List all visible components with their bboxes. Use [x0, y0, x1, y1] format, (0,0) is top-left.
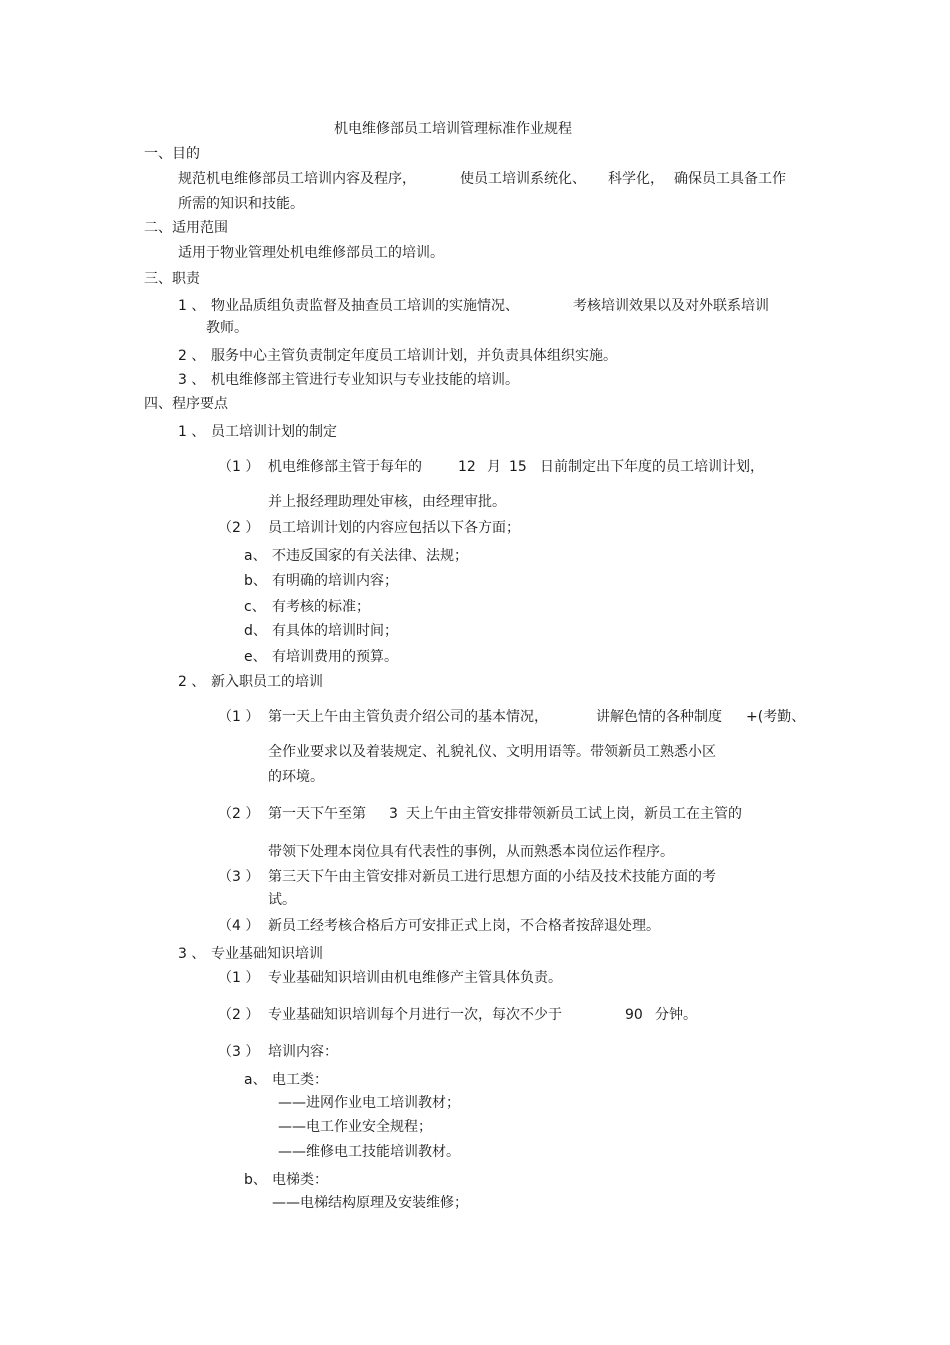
text-line: 第一天下午至第	[268, 806, 366, 822]
item-number: 1 、	[178, 298, 206, 314]
item-number: （4 ）	[218, 918, 260, 934]
text-line: 科学化，	[608, 171, 664, 187]
section-heading: 四、程序要点	[144, 396, 228, 412]
item-number: 1 、	[178, 424, 206, 440]
text-line: 新员工经考核合格后方可安排正式上岗，不合格者按辞退处理。	[268, 918, 660, 934]
list-marker: a、	[244, 548, 267, 564]
text-line: 90	[625, 1007, 643, 1023]
text-line: 的环境。	[268, 769, 324, 785]
section-heading: 二、适用范围	[144, 220, 228, 236]
item-number: （1 ）	[218, 970, 260, 986]
list-marker: a、	[244, 1072, 267, 1088]
text-line: +(考勤、	[746, 709, 806, 725]
item-number: （3 ）	[218, 1044, 260, 1060]
text-line: 全作业要求以及着装规定、礼貌礼仪、文明用语等。带领新员工熟悉小区	[268, 744, 716, 760]
item-number: （2 ）	[218, 1007, 260, 1023]
item-number: 2 、	[178, 674, 206, 690]
item-number: （2 ）	[218, 520, 260, 536]
list-item: 电梯类：	[272, 1172, 328, 1188]
list-item: ——维修电工技能培训教材。	[278, 1144, 460, 1160]
text-line: 培训内容：	[268, 1044, 338, 1060]
item-number: （2 ）	[218, 806, 260, 822]
text-line: 考核培训效果以及对外联系培训	[573, 298, 769, 314]
list-marker: b、	[244, 1172, 267, 1188]
section-heading: 三、职责	[144, 271, 200, 287]
list-marker: d、	[244, 623, 267, 639]
text-line: 确保员工具备工作	[674, 171, 786, 187]
text-line: 规范机电维修部员工培训内容及程序，	[178, 171, 416, 187]
text-line: 服务中心主管负责制定年度员工培训计划，并负责具体组织实施。	[211, 348, 617, 364]
text-line: 使员工培训系统化、	[460, 171, 586, 187]
list-marker: b、	[244, 573, 267, 589]
text-line: 试。	[268, 892, 296, 908]
text-line: 日前制定出下年度的员工培训计划，	[540, 459, 764, 475]
list-marker: c、	[244, 599, 266, 615]
list-marker: e、	[244, 649, 267, 665]
text-line: 所需的知识和技能。	[178, 196, 304, 212]
text-line: 3	[389, 806, 398, 822]
item-number: 3 、	[178, 372, 206, 388]
text-line: 机电维修部主管于每年的	[268, 459, 422, 475]
text-line: 带领下处理本岗位具有代表性的事例，从而熟悉本岗位运作程序。	[268, 844, 674, 860]
text-line: 机电维修部主管进行专业知识与专业技能的培训。	[211, 372, 519, 388]
text-line: 专业基础知识培训每个月进行一次，每次不少于	[268, 1007, 562, 1023]
list-item: 有培训费用的预算。	[272, 649, 398, 665]
item-number: 3 、	[178, 946, 206, 962]
text-line: 适用于物业管理处机电维修部员工的培训。	[178, 245, 444, 261]
list-item: ——进网作业电工培训教材；	[278, 1095, 460, 1111]
section-heading: 一、目的	[144, 146, 200, 162]
item-number: （1 ）	[218, 709, 260, 725]
text-line: 物业品质组负责监督及抽查员工培训的实施情况、	[211, 298, 519, 314]
text-line: 12	[458, 459, 476, 475]
subsection-title: 新入职员工的培训	[211, 674, 323, 690]
list-item: ——电梯结构原理及安装维修；	[272, 1195, 468, 1211]
item-number: 2 、	[178, 348, 206, 364]
text-line: 分钟。	[655, 1007, 697, 1023]
list-item: 不违反国家的有关法律、法规；	[272, 548, 468, 564]
text-line: 专业基础知识培训由机电维修产主管具体负责。	[268, 970, 562, 986]
list-item: 有具体的培训时间；	[272, 623, 398, 639]
list-item: 有明确的培训内容；	[272, 573, 398, 589]
text-line: 员工培训计划的内容应包括以下各方面；	[268, 520, 520, 536]
text-line: 并上报经理助理处审核，由经理审批。	[268, 494, 506, 510]
text-line: 月	[487, 459, 501, 475]
text-line: 15	[509, 459, 527, 475]
text-line: 讲解色情的各种制度	[596, 709, 722, 725]
subsection-title: 员工培训计划的制定	[211, 424, 337, 440]
list-item: 有考核的标准；	[272, 599, 370, 615]
page-title: 机电维修部员工培训管理标准作业规程	[334, 121, 572, 137]
list-item: 电工类：	[272, 1072, 328, 1088]
text-line: 天上午由主管安排带领新员工试上岗，新员工在主管的	[406, 806, 742, 822]
subsection-title: 专业基础知识培训	[211, 946, 323, 962]
text-line: 教师。	[206, 320, 248, 336]
text-line: 第一天上午由主管负责介绍公司的基本情况，	[268, 709, 548, 725]
item-number: （3 ）	[218, 869, 260, 885]
text-line: 第三天下午由主管安排对新员工进行思想方面的小结及技术技能方面的考	[268, 869, 716, 885]
list-item: ——电工作业安全规程；	[278, 1119, 432, 1135]
item-number: （1 ）	[218, 459, 260, 475]
